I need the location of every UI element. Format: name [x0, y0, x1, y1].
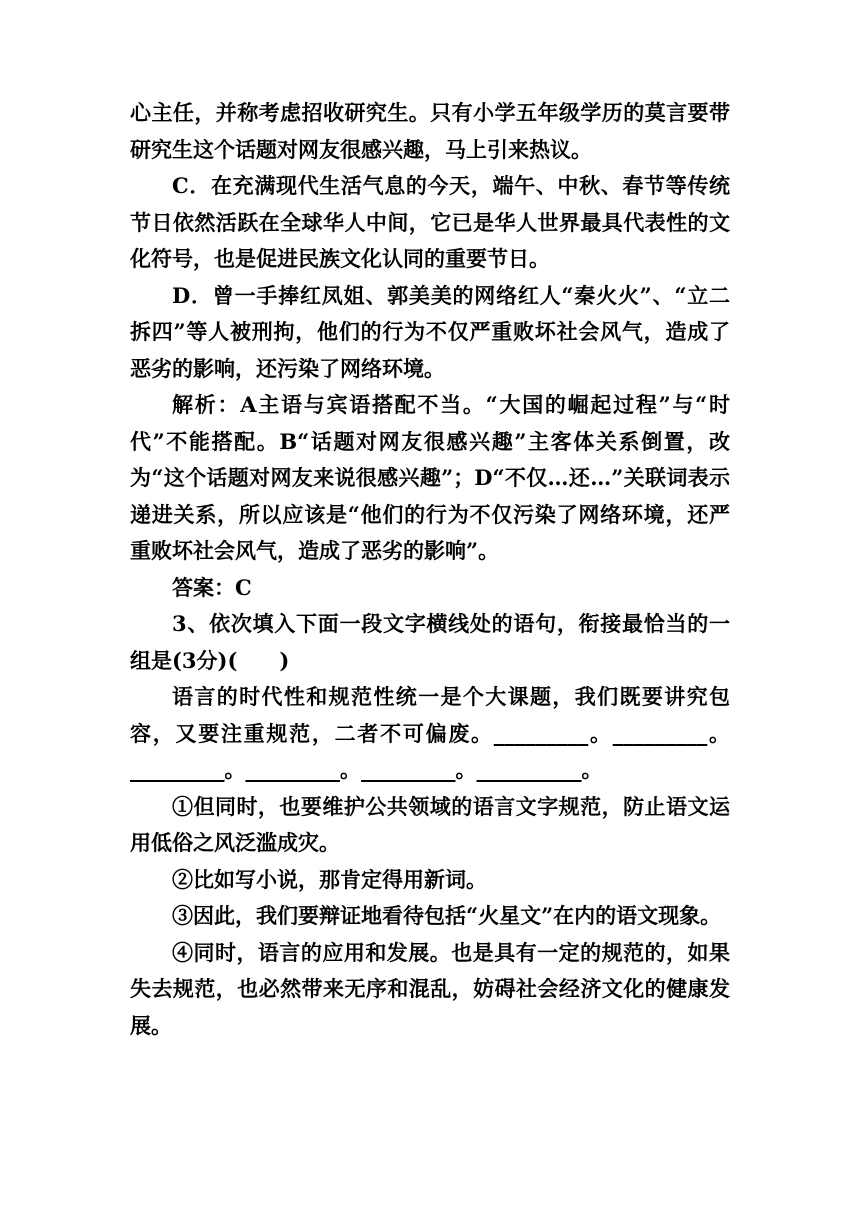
analysis-label: 解析：: [172, 392, 241, 417]
option-item-1: ①但同时，也要维护公共领域的语言文字规范，防止语文运用低俗之风泛滥成灾。: [130, 793, 730, 855]
question-3-stem: 3、依次填入下面一段文字横线处的语句，衔接最恰当的一组是(3分)( ): [130, 611, 730, 673]
option-item-4: ④同时，语言的应用和发展。也是具有一定的规范的，如果失去规范，也必然带来无序和混乱，妨碍社会经济文化的健康发展。: [130, 939, 730, 1038]
option-c: C．在充满现代生活气息的今天，端午、中秋、春节等传统节日依然活跃在全球华人中间，它已是华人世界最具代表性的文化符号，也是促进民族文化认同的重要节日。: [130, 173, 730, 271]
analysis-paragraph: [130, 387, 730, 570]
option-d: D．曾一手捧红凤姐、郭美美的网络红人“秦火火”、“立二拆四”等人被刑拘，他们的行为不仅严重败坏社会风气，造成了恶劣的影响，还污染了网络环境。: [130, 282, 730, 381]
option-b-continuation: 心主任，并称考虑招收研究生。只有小学五年级学历的莫言要带研究生这个话题对网友很感兴趣，马上引来热议。: [130, 100, 730, 162]
answer-line: 答案：C: [172, 574, 252, 600]
question-3-passage: 语言的时代性和规范性统一是个大课题，我们既要讲究包容，又要注重规范，二者不可偏废。_________。_________。_________。_________。_________。__________。: [130, 684, 730, 782]
option-item-2: ②比如写小说，那肯定得用新词。: [172, 866, 487, 892]
analysis-text: A主语与宾语搭配不当。“大国的崛起过程”与“时代”不能搭配。B“话题对网友很感兴趣”主客体关系倒置，改为“这个话题对网友来说很感兴趣”；D“不仅…还…”关联词表示递进关系，所以应该是“他们的行为不仅污染了网络环境，还严重败坏社会风气，造成了恶劣的影响”。: [130, 392, 731, 563]
option-item-3: ③因此，我们要辩证地看待包括“火星文”在内的语文现象。: [172, 903, 722, 928]
